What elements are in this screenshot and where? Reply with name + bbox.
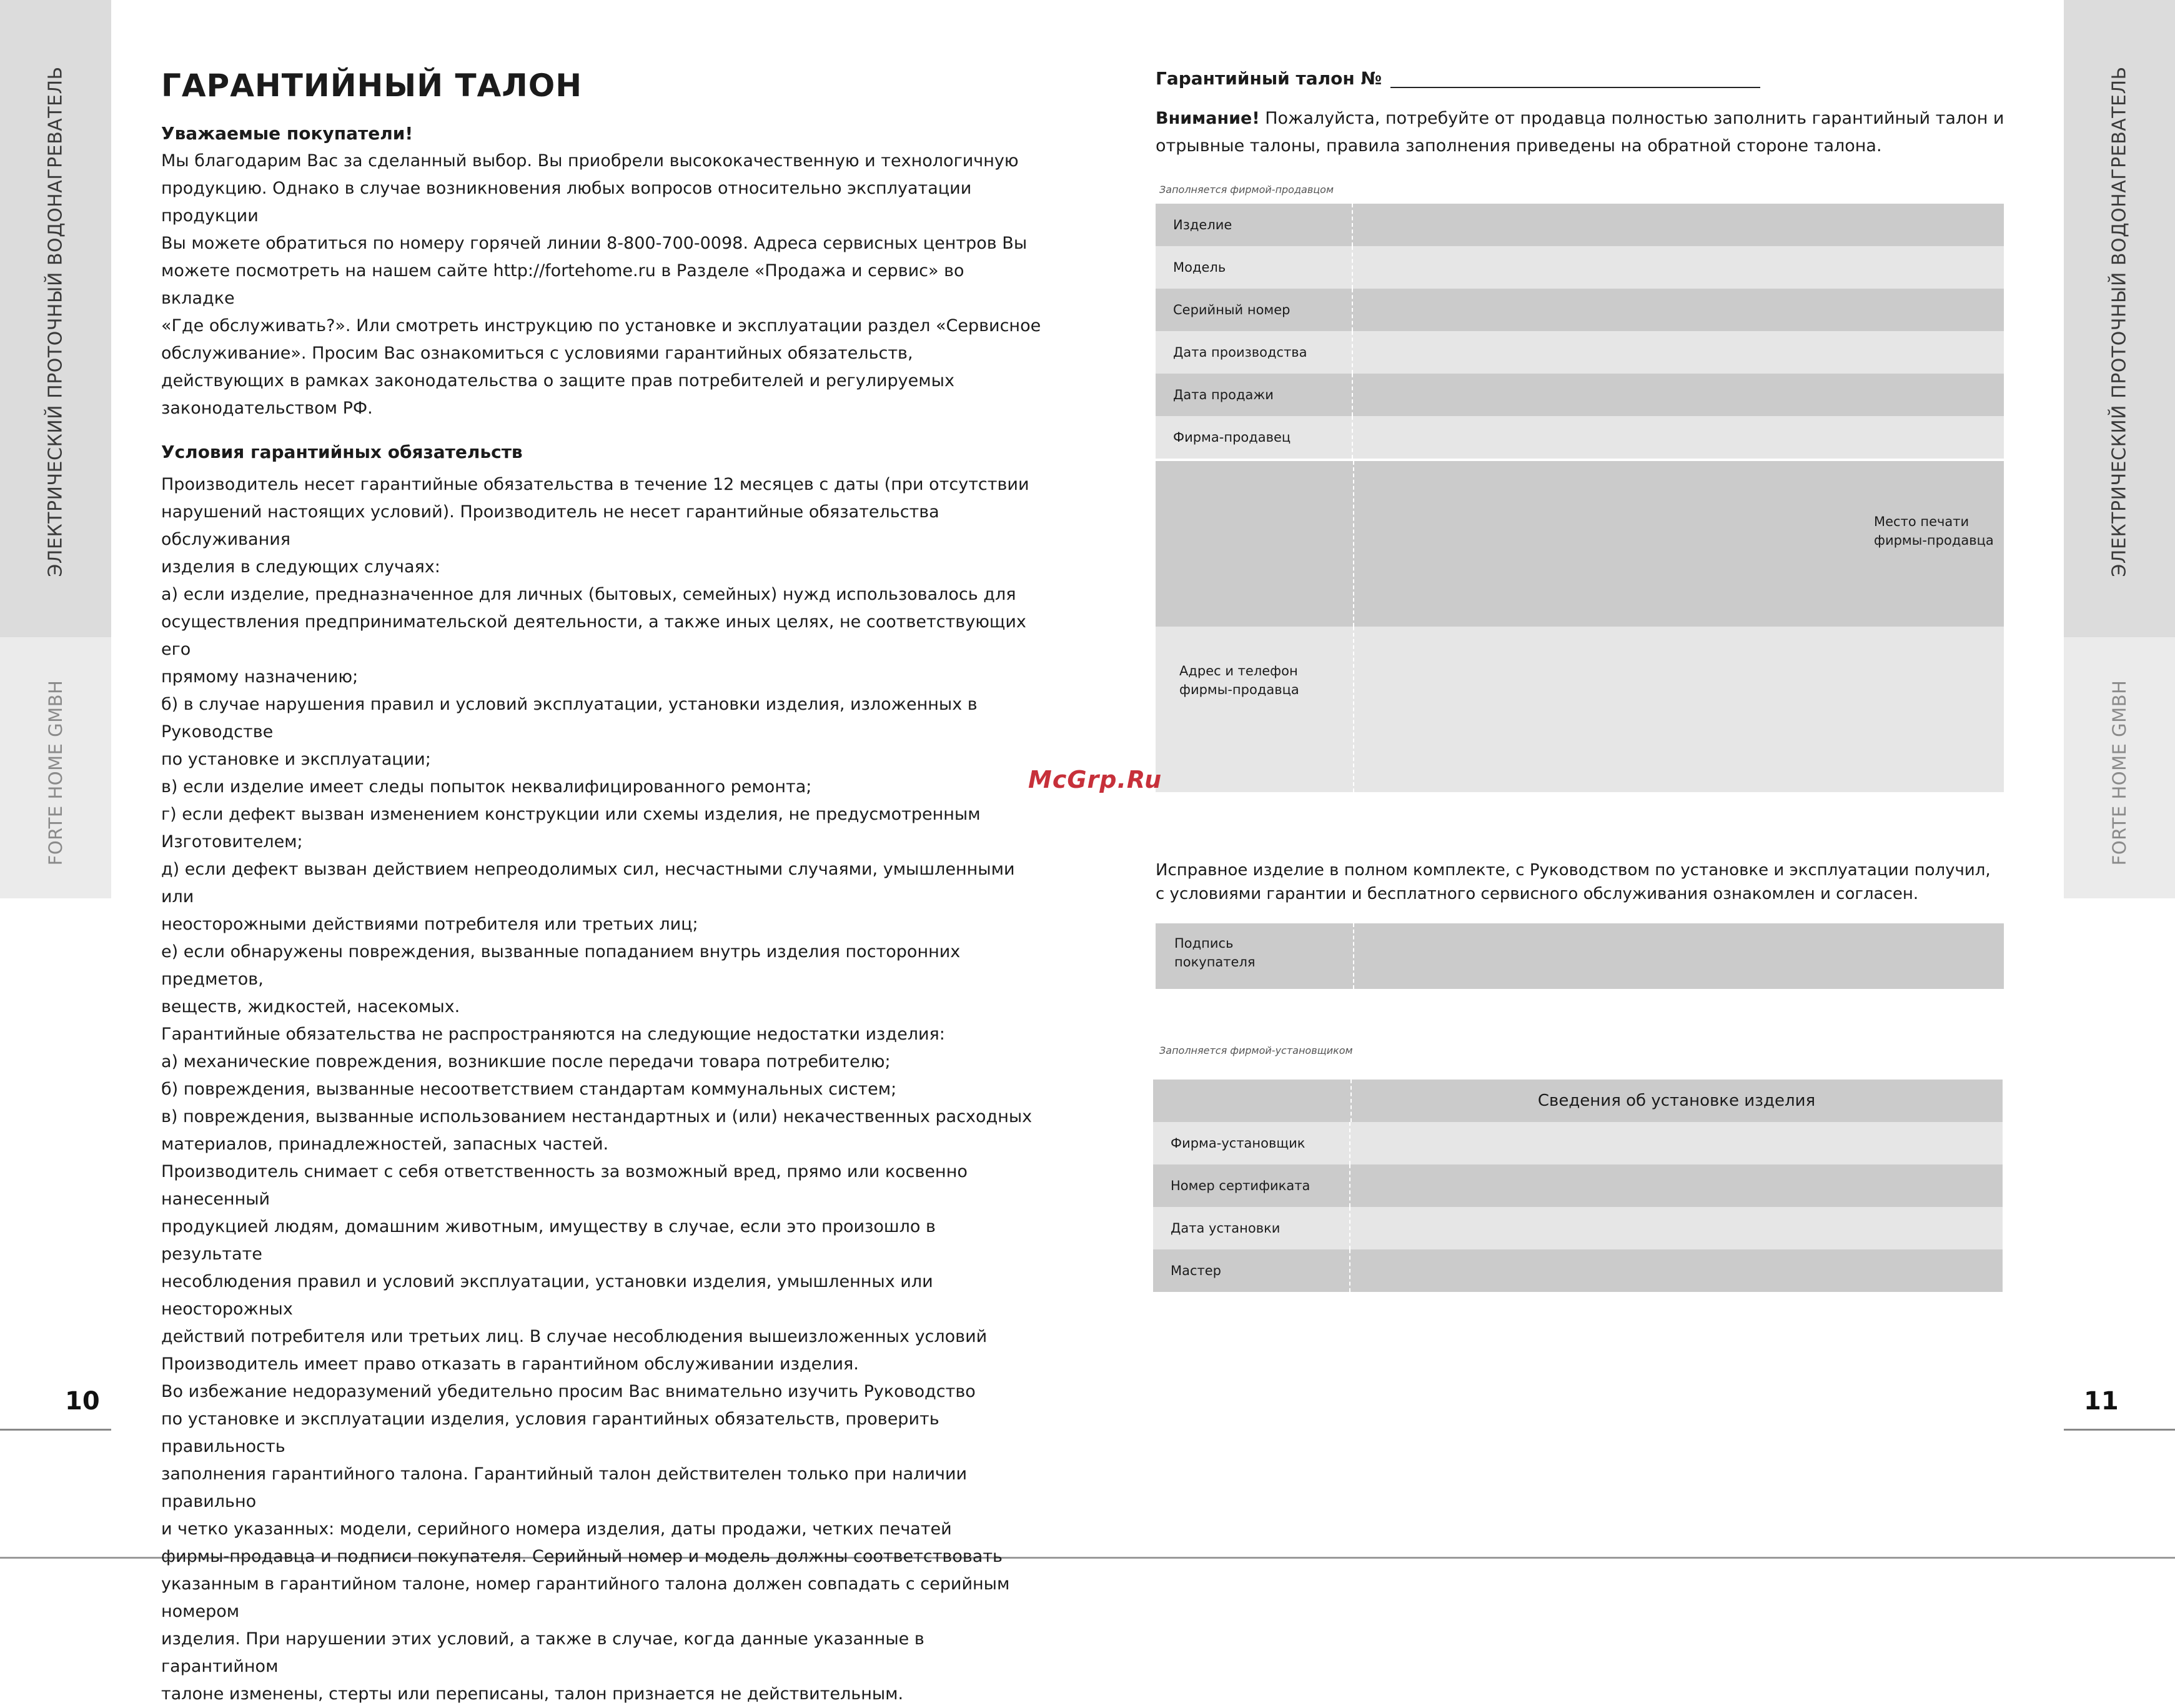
text-line: заполнения гарантийного талона. Гарантийный талон действителен только при наличии правильно	[161, 1464, 968, 1511]
form-row-label: Дата установки	[1153, 1207, 1350, 1249]
attention-text: Пожалуйста, потребуйте от продавца полностью заполнить гарантийный талон и отрывные талоны, правила заполнения приведены на обратной стороне талона.	[1156, 109, 2004, 156]
watermark: McGrp.Ru	[1028, 766, 1162, 793]
install-section-header	[1153, 1080, 2003, 1122]
talon-number-field[interactable]	[1390, 71, 1760, 88]
attention-note	[1156, 105, 2030, 160]
text-line: Во избежание недоразумений убедительно просим Вас внимательно изучить Руководство	[161, 1382, 976, 1401]
sidebar-brand: FORTE HOME GMBH	[2109, 680, 2130, 866]
talon-number-line	[1156, 65, 2005, 92]
text-line: изделия в следующих случаях:	[161, 557, 440, 577]
form-row-field[interactable]	[1353, 374, 2004, 416]
stamp-label-line: Место печати	[1874, 514, 1969, 529]
form-row-label: Модель	[1156, 246, 1353, 289]
text-line: а) механические повреждения, возникшие после передачи товара потребителю;	[161, 1052, 891, 1071]
form-row-install-date	[1153, 1207, 2003, 1249]
text-line: Производитель снимает с себя ответственность за возможный вред, прямо или косвенно нанесенный	[161, 1162, 968, 1209]
form-row-serial	[1156, 289, 2004, 331]
text-line: б) в случае нарушения правил и условий эксплуатации, установки изделия, изложенных в Руководстве	[161, 695, 978, 742]
sidebar-vertical-title: ЭЛЕКТРИЧЕСКИЙ ПРОТОЧНЫЙ ВОДОНАГРЕВАТЕЛЬ	[44, 66, 67, 577]
intro-paragraph	[161, 147, 1042, 422]
text-line: неосторожными действиями потребителя или третьих лиц;	[161, 915, 698, 934]
address-label-line: фирмы-продавца	[1179, 682, 1299, 697]
text-line: действий потребителя или третьих лиц. В случае несоблюдения вышеизложенных условий	[161, 1327, 988, 1346]
form-row-field[interactable]	[1353, 289, 2004, 331]
form-row-label: Мастер	[1153, 1249, 1350, 1292]
warranty-text-column	[161, 67, 1042, 1708]
text-line: изделия. При нарушении этих условий, а также в случае, когда данные указанные в гарантийном	[161, 1629, 924, 1676]
text-line: указанным в гарантийном талоне, номер гарантийного талона должен совпадать с серийным номером	[161, 1574, 1010, 1621]
stamp-label	[1874, 512, 1994, 550]
text-line: в) повреждения, вызванные использованием нестандартных и (или) некачественных расходных	[161, 1107, 1033, 1126]
signature-label-line: Подпись	[1174, 936, 1234, 951]
buyer-signature-field[interactable]	[1156, 923, 2004, 989]
text-line: «Где обслуживать?». Или смотреть инструкцию по установке и эксплуатации раздел «Сервисное	[161, 316, 1041, 335]
form-row-field[interactable]	[1350, 1164, 2003, 1207]
text-line: по установке и эксплуатации изделия, условия гарантийных обязательств, проверить правильность	[161, 1409, 939, 1456]
receipt-line: Исправное изделие в полном комплекте, с Руководством по установке и эксплуатации получил,	[1156, 861, 1991, 880]
page-number-left: 10	[65, 1387, 100, 1416]
form-row-model	[1156, 246, 2004, 289]
form-row-product	[1156, 204, 2004, 246]
page-title: ГАРАНТИЙНЫЙ ТАЛОН	[161, 67, 583, 104]
text-line: действующих в рамках законодательства о защите прав потребителей и регулируемых	[161, 371, 954, 390]
text-line: в) если изделие имеет следы попыток неквалифицированного ремонта;	[161, 777, 812, 797]
receipt-line: с условиями гарантии и бесплатного сервисного обслуживания ознакомлен и согласен.	[1156, 885, 1919, 903]
text-line: продукцию. Однако в случае возникновения любых вопросов относительно эксплуатации продукции	[161, 179, 972, 226]
page-number-rule-left	[0, 1429, 111, 1431]
text-line: материалов, принадлежностей, запасных частей.	[161, 1135, 609, 1154]
installer-form	[1153, 1122, 2003, 1292]
form-row-seller-firm	[1156, 416, 2004, 459]
text-line: Изготовителем;	[161, 832, 303, 852]
text-line: продукцией людям, домашним животным, имуществу в случае, если это произошло в результате	[161, 1217, 936, 1264]
column-divider	[1353, 627, 1354, 792]
sidebar-brand-band	[2064, 637, 2175, 898]
text-line: Гарантийные обязательства не распространяются на следующие недостатки изделия:	[161, 1025, 945, 1044]
form-row-field[interactable]	[1353, 204, 2004, 246]
text-line: а) если изделие, предназначенное для личных (бытовых, семейных) нужд использовалось для	[161, 585, 1016, 604]
text-line: прямому назначению;	[161, 667, 359, 687]
form-row-field[interactable]	[1350, 1122, 2003, 1164]
form-row-label: Фирма-установщик	[1153, 1122, 1350, 1164]
text-line: д) если дефект вызван действием непреодолимых сил, несчастными случаями, умышленными или	[161, 860, 1015, 906]
text-line: обслуживание». Просим Вас ознакомиться с условиями гарантийных обязательств,	[161, 344, 913, 363]
attention-bold: Внимание!	[1156, 109, 1260, 128]
form-row-label: Дата продажи	[1156, 374, 1353, 416]
form-row-field[interactable]	[1353, 416, 2004, 459]
conditions-paragraph	[161, 471, 1042, 1708]
text-line: Производитель несет гарантийные обязательства в течение 12 месяцев с даты (при отсутствии	[161, 475, 1029, 494]
column-divider	[1353, 923, 1354, 989]
form-row-label: Дата производства	[1156, 331, 1353, 374]
form-row-master	[1153, 1249, 2003, 1292]
seller-form	[1156, 204, 2004, 459]
text-line: е) если обнаружены повреждения, вызванные попаданием внутрь изделия посторонних предметов,	[161, 942, 961, 989]
text-line: Производитель имеет право отказать в гарантийном обслуживании изделия.	[161, 1354, 859, 1374]
form-row-label: Изделие	[1156, 204, 1353, 246]
form-row-sale-date	[1156, 374, 2004, 416]
text-line: можете посмотреть на нашем сайте http://fortehome.ru в Разделе «Продажа и сервис» во вкладке	[161, 261, 964, 308]
text-line: осуществления предпринимательской деятельности, а также иных целях, не соответствующих его	[161, 612, 1026, 659]
form-row-label: Номер сертификата	[1153, 1164, 1350, 1207]
text-line: и четко указанных: модели, серийного номера изделия, даты продажи, четких печатей	[161, 1519, 952, 1539]
seller-address-area[interactable]	[1156, 627, 2004, 792]
form-row-label: Серийный номер	[1156, 289, 1353, 331]
page-number-right: 11	[2084, 1387, 2119, 1416]
text-line: Мы благодарим Вас за сделанный выбор. Вы приобрели высококачественную и технологичную	[161, 151, 1019, 171]
text-line: веществ, жидкостей, насекомых.	[161, 997, 460, 1016]
sidebar-title-band	[0, 0, 111, 637]
install-header-title: Сведения об установке изделия	[1537, 1091, 1816, 1110]
receipt-statement	[1156, 858, 2005, 906]
form-row-field[interactable]	[1350, 1207, 2003, 1249]
seller-stamp-area[interactable]	[1156, 461, 2004, 627]
form-row-field[interactable]	[1353, 331, 2004, 374]
text-line: законодательством РФ.	[161, 399, 373, 418]
form-row-installer-firm	[1153, 1122, 2003, 1164]
form-row-certificate-number	[1153, 1164, 2003, 1207]
text-line: талоне изменены, стерты или переписаны, талон признается не действительным.	[161, 1684, 904, 1704]
sidebar-title-band	[2064, 0, 2175, 637]
greeting: Уважаемые покупатели!	[161, 123, 414, 144]
sidebar-vertical-title: ЭЛЕКТРИЧЕСКИЙ ПРОТОЧНЫЙ ВОДОНАГРЕВАТЕЛЬ	[2108, 66, 2131, 577]
conditions-heading: Условия гарантийных обязательств	[161, 442, 523, 462]
form-row-field[interactable]	[1353, 246, 2004, 289]
sidebar-brand: FORTE HOME GMBH	[45, 680, 66, 866]
form-row-manufacture-date	[1156, 331, 2004, 374]
sidebar-brand-band	[0, 637, 111, 898]
text-line: нарушений настоящих условий). Производитель не несет гарантийные обязательства обслуживания	[161, 502, 939, 549]
talon-number-label: Гарантийный талон №	[1156, 68, 1382, 89]
page-number-rule-right	[2064, 1429, 2175, 1431]
text-line: по установке и эксплуатации;	[161, 750, 431, 769]
text-line: несоблюдения правил и условий эксплуатации, установки изделия, умышленных или неосторожных	[161, 1272, 933, 1319]
warranty-card-header	[1156, 65, 2005, 160]
stamp-label-line: фирмы-продавца	[1874, 533, 1994, 548]
seller-fill-note: Заполняется фирмой-продавцом	[1159, 184, 1334, 196]
text-line: Вы можете обратиться по номеру горячей линии 8-800-700-0098. Адреса сервисных центров Вы	[161, 234, 1028, 253]
column-divider	[1353, 461, 1354, 627]
text-line: г) если дефект вызван изменением конструкции или схемы изделия, не предусмотренным	[161, 805, 981, 824]
signature-label	[1174, 934, 1256, 971]
address-label-line: Адрес и телефон	[1179, 663, 1298, 678]
signature-label-line: покупателя	[1174, 955, 1256, 970]
address-label	[1179, 662, 1299, 699]
form-row-field[interactable]	[1350, 1249, 2003, 1292]
form-row-label: Фирма-продавец	[1156, 416, 1353, 459]
text-line: б) повреждения, вызванные несоответствием стандартам коммунальных систем;	[161, 1080, 897, 1099]
installer-fill-note: Заполняется фирмой-установщиком	[1159, 1045, 1353, 1056]
text-line: фирмы-продавца и подписи покупателя. Серийный номер и модель должны соответствовать	[161, 1547, 1003, 1566]
